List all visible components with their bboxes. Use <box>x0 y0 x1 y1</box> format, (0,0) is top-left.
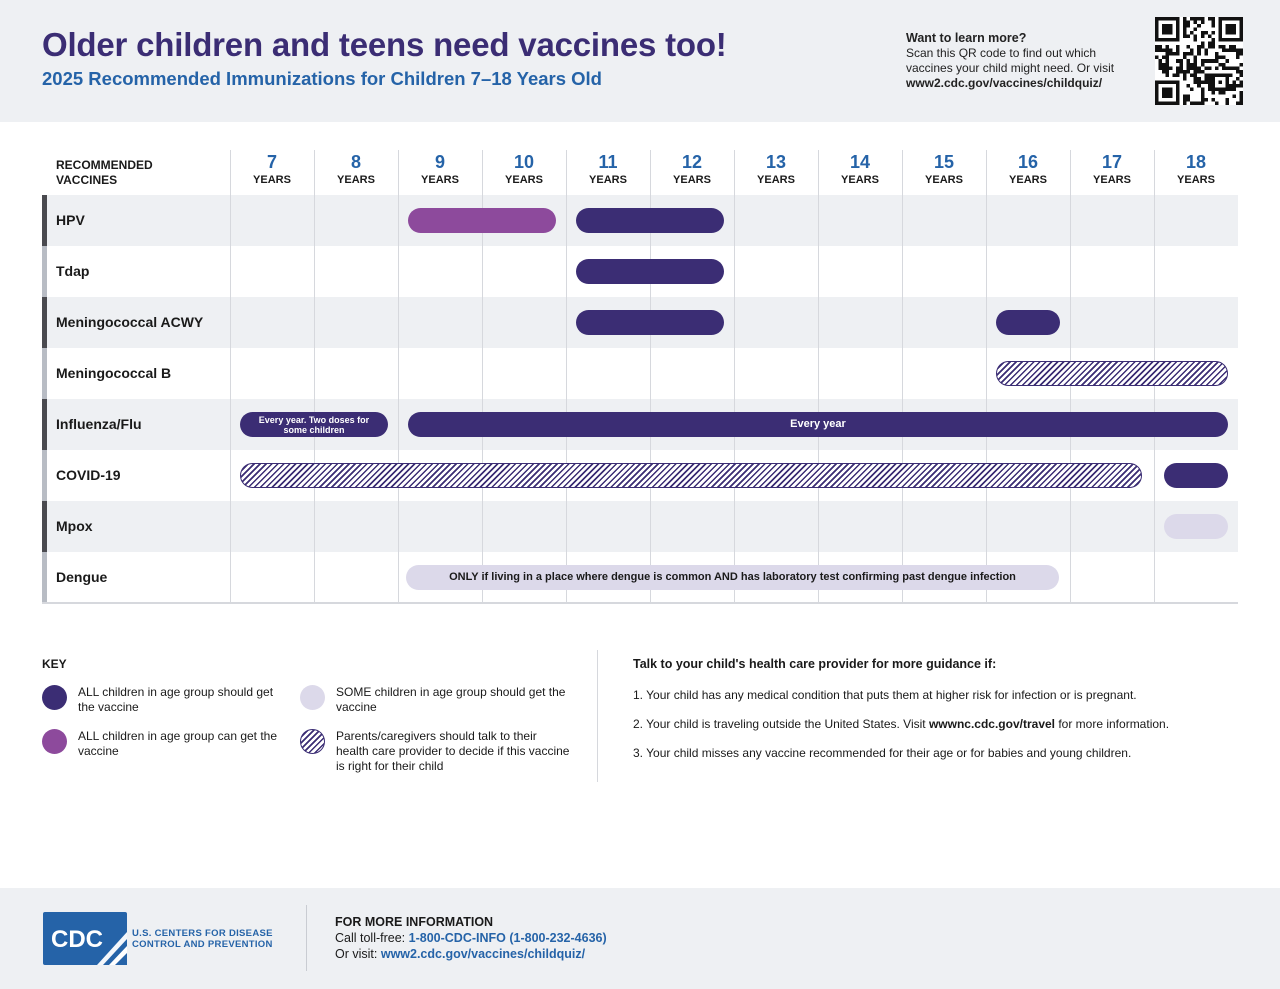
grid-line <box>482 297 483 348</box>
grid-line <box>1070 501 1071 552</box>
key-text-can: ALL children in age group can get the vaccine <box>78 729 278 758</box>
footer-divider <box>306 905 307 971</box>
year-number: 8 <box>350 152 361 172</box>
schedule-bar-label: Every year. Two doses for some children <box>258 414 370 435</box>
grid-line <box>1154 150 1155 195</box>
guidance-item-2-post: for more information. <box>1055 717 1170 731</box>
grid-line <box>1070 195 1071 246</box>
vaccine-name: Tdap <box>56 263 90 279</box>
year-header-13 <box>734 150 818 187</box>
grid-line <box>818 150 819 195</box>
grid-line <box>566 150 567 195</box>
year-number: 18 <box>1185 152 1207 172</box>
row-accent-bar <box>42 348 47 399</box>
page-subtitle: 2025 Recommended Immunizations for Children 7–18 Years Old <box>42 68 602 89</box>
year-header-18 <box>1154 150 1238 187</box>
more-info-title: FOR MORE INFORMATION <box>335 915 494 929</box>
year-label: YEARS <box>841 174 879 186</box>
schedule-bar-all <box>1164 463 1228 488</box>
year-header-9 <box>398 150 482 187</box>
grid-line <box>566 246 567 297</box>
vaccine-row <box>42 297 1238 348</box>
year-header-8 <box>314 150 398 187</box>
grid-line <box>1154 450 1155 501</box>
grid-line <box>230 450 231 501</box>
year-header-17 <box>1070 150 1154 187</box>
key-title: KEY <box>42 657 67 671</box>
schedule-bar-all <box>576 208 724 233</box>
row-accent-bar <box>42 450 47 501</box>
grid-line <box>314 246 315 297</box>
year-number: 15 <box>933 152 955 172</box>
grid-line <box>566 501 567 552</box>
grid-line <box>314 195 315 246</box>
grid-line <box>1070 246 1071 297</box>
year-number: 16 <box>1017 152 1039 172</box>
grid-line <box>230 501 231 552</box>
year-header-12 <box>650 150 734 187</box>
year-label: YEARS <box>589 174 627 186</box>
grid-line <box>398 501 399 552</box>
grid-line <box>1070 552 1071 603</box>
year-header-7 <box>230 150 314 187</box>
row-accent-bar <box>42 501 47 552</box>
rv-label-line1: RECOMMENDED <box>56 158 153 172</box>
grid-line <box>1154 552 1155 603</box>
grid-line <box>398 552 399 603</box>
vaccine-row <box>42 399 1238 450</box>
year-header-15 <box>902 150 986 187</box>
schedule-bar-talk <box>240 463 1142 488</box>
grid-line <box>650 348 651 399</box>
cdc-org-name <box>132 928 273 950</box>
grid-line <box>566 348 567 399</box>
year-number: 14 <box>849 152 871 172</box>
schedule-bar-talk <box>996 361 1228 386</box>
grid-line <box>1070 297 1071 348</box>
grid-line <box>734 246 735 297</box>
key-text-talk: Parents/caregivers should talk to their health care provider to decide if this vaccine is right for their child <box>336 729 570 773</box>
visit-link[interactable]: www2.cdc.gov/vaccines/childquiz/ <box>380 947 586 961</box>
grid-line <box>398 399 399 450</box>
rv-label-line2: VACCINES <box>56 173 118 187</box>
grid-line <box>482 348 483 399</box>
grid-line <box>398 348 399 399</box>
table-bottom-rule <box>42 602 1238 604</box>
schedule-bar-can <box>408 208 556 233</box>
grid-line <box>314 297 315 348</box>
row-accent-bar <box>42 246 47 297</box>
grid-line <box>818 501 819 552</box>
schedule-bar-all <box>996 310 1060 335</box>
key-swatch-can <box>42 729 67 754</box>
visit-label: Or visit: <box>335 947 381 961</box>
year-number: 11 <box>598 152 618 172</box>
visit-line <box>335 947 585 961</box>
vaccine-name: Dengue <box>56 569 108 585</box>
learn-more <box>906 31 1156 91</box>
grid-line <box>734 501 735 552</box>
schedule-bar-all <box>408 412 1228 437</box>
grid-line <box>398 246 399 297</box>
grid-line <box>734 195 735 246</box>
year-label: YEARS <box>673 174 711 186</box>
vaccine-row <box>42 552 1238 603</box>
learn-url[interactable]: www2.cdc.gov/vaccines/childquiz/ <box>906 76 1103 90</box>
vaccine-row <box>42 450 1238 501</box>
year-label: YEARS <box>757 174 795 186</box>
phone-link[interactable]: 1-800-CDC-INFO (1-800-232-4636) <box>408 931 607 945</box>
grid-line <box>986 195 987 246</box>
grid-line <box>734 348 735 399</box>
grid-line <box>482 246 483 297</box>
guidance-title: Talk to your child's health care provider for more guidance if: <box>633 657 997 671</box>
vaccine-row <box>42 246 1238 297</box>
year-header-14 <box>818 150 902 187</box>
learn-text-2: vaccines your child might need. Or visit <box>906 61 1115 75</box>
grid-line <box>314 348 315 399</box>
key-divider <box>597 650 598 782</box>
grid-line <box>398 150 399 195</box>
year-label: YEARS <box>253 174 291 186</box>
year-label: YEARS <box>1177 174 1215 186</box>
key-swatch-talk <box>300 729 325 754</box>
grid-line <box>230 348 231 399</box>
grid-line <box>566 297 567 348</box>
grid-line <box>818 348 819 399</box>
call-label: Call toll-free: <box>335 931 409 945</box>
row-accent-bar <box>42 297 47 348</box>
grid-line <box>902 501 903 552</box>
grid-line <box>986 246 987 297</box>
guidance-item-1: 1. Your child has any medical condition that puts them at higher risk for infection or is pregnant. <box>633 688 1137 702</box>
header <box>0 0 1280 122</box>
grid-line <box>902 348 903 399</box>
vaccine-name: Influenza/Flu <box>56 416 142 432</box>
qr-code-icon[interactable] <box>1155 17 1243 105</box>
learn-text-1: Scan this QR code to find out which <box>906 46 1097 60</box>
schedule-bar-all <box>576 259 724 284</box>
year-number: 7 <box>266 152 277 172</box>
vaccine-name: Meningococcal ACWY <box>56 314 204 330</box>
org-line-2: CONTROL AND PREVENTION <box>132 939 273 950</box>
row-accent-bar <box>42 399 47 450</box>
year-header-10 <box>482 150 566 187</box>
recommended-vaccines-label <box>56 158 206 188</box>
footer <box>0 888 1280 989</box>
org-line-1: U.S. CENTERS FOR DISEASE <box>132 928 273 939</box>
vaccine-row <box>42 195 1238 246</box>
row-accent-bar <box>42 552 47 603</box>
grid-line <box>986 348 987 399</box>
grid-line <box>818 297 819 348</box>
grid-line <box>230 399 231 450</box>
year-label: YEARS <box>337 174 375 186</box>
grid-line <box>314 150 315 195</box>
schedule-bar-label: ONLY if living in a place where dengue is common AND has laboratory test confirming past dengue infection <box>449 571 1016 583</box>
year-label: YEARS <box>1009 174 1047 186</box>
year-label: YEARS <box>925 174 963 186</box>
vaccine-name: COVID-19 <box>56 467 121 483</box>
grid-line <box>902 297 903 348</box>
grid-line <box>1154 195 1155 246</box>
grid-line <box>230 246 231 297</box>
grid-line <box>650 150 651 195</box>
schedule-bar-some <box>1164 514 1228 539</box>
year-number: 17 <box>1101 152 1123 172</box>
vaccine-name: Meningococcal B <box>56 365 172 381</box>
year-number: 13 <box>765 152 787 172</box>
grid-line <box>734 297 735 348</box>
cdc-logo-icon <box>43 912 127 965</box>
vaccine-row <box>42 501 1238 552</box>
grid-line <box>314 552 315 603</box>
schedule-header <box>42 150 1238 195</box>
grid-line <box>818 246 819 297</box>
key-text-all: ALL children in age group should get the vaccine <box>78 685 274 714</box>
grid-line <box>230 552 231 603</box>
grid-line <box>482 501 483 552</box>
schedule-bar-all <box>240 412 388 437</box>
grid-line <box>398 297 399 348</box>
schedule-bar-all <box>576 310 724 335</box>
grid-line <box>1070 150 1071 195</box>
schedule-table <box>42 150 1238 605</box>
schedule-bar-label: Every year <box>790 418 846 430</box>
grid-line <box>566 195 567 246</box>
call-line <box>335 931 607 945</box>
grid-line <box>986 501 987 552</box>
grid-line <box>902 246 903 297</box>
guidance-item-3: 3. Your child misses any vaccine recommended for their age or for babies and young children. <box>633 746 1132 760</box>
key-text-some: SOME children in age group should get the vaccine <box>336 685 566 714</box>
grid-line <box>398 195 399 246</box>
year-label: YEARS <box>505 174 543 186</box>
grid-line <box>902 150 903 195</box>
year-number: 9 <box>434 152 445 172</box>
year-label: YEARS <box>421 174 459 186</box>
vaccine-name: HPV <box>56 212 85 228</box>
grid-line <box>482 150 483 195</box>
grid-line <box>986 150 987 195</box>
schedule-bar-some <box>406 565 1059 590</box>
grid-line <box>1154 246 1155 297</box>
learn-heading: Want to learn more? <box>906 31 1027 45</box>
year-number: 12 <box>681 152 703 172</box>
grid-line <box>1154 501 1155 552</box>
key-swatch-some <box>300 685 325 710</box>
guidance-item-2-pre: 2. Your child is traveling outside the United States. Visit <box>633 717 929 731</box>
grid-line <box>314 501 315 552</box>
year-number: 10 <box>513 152 535 172</box>
grid-line <box>230 297 231 348</box>
cdc-logo-text: CDC <box>51 926 103 953</box>
travel-link[interactable]: wwwnc.cdc.gov/travel <box>928 717 1055 731</box>
vaccine-name: Mpox <box>56 518 93 534</box>
grid-line <box>650 501 651 552</box>
grid-line <box>986 297 987 348</box>
row-accent-bar <box>42 195 47 246</box>
grid-line <box>230 150 231 195</box>
year-header-16 <box>986 150 1070 187</box>
year-label: YEARS <box>1093 174 1131 186</box>
key-swatch-all <box>42 685 67 710</box>
vaccine-row <box>42 348 1238 399</box>
grid-line <box>818 195 819 246</box>
grid-line <box>734 150 735 195</box>
grid-line <box>902 195 903 246</box>
grid-line <box>1154 297 1155 348</box>
year-header-11 <box>566 150 650 187</box>
grid-line <box>230 195 231 246</box>
guidance-item-2 <box>633 717 1169 731</box>
page-title: Older children and teens need vaccines too! <box>42 26 727 63</box>
